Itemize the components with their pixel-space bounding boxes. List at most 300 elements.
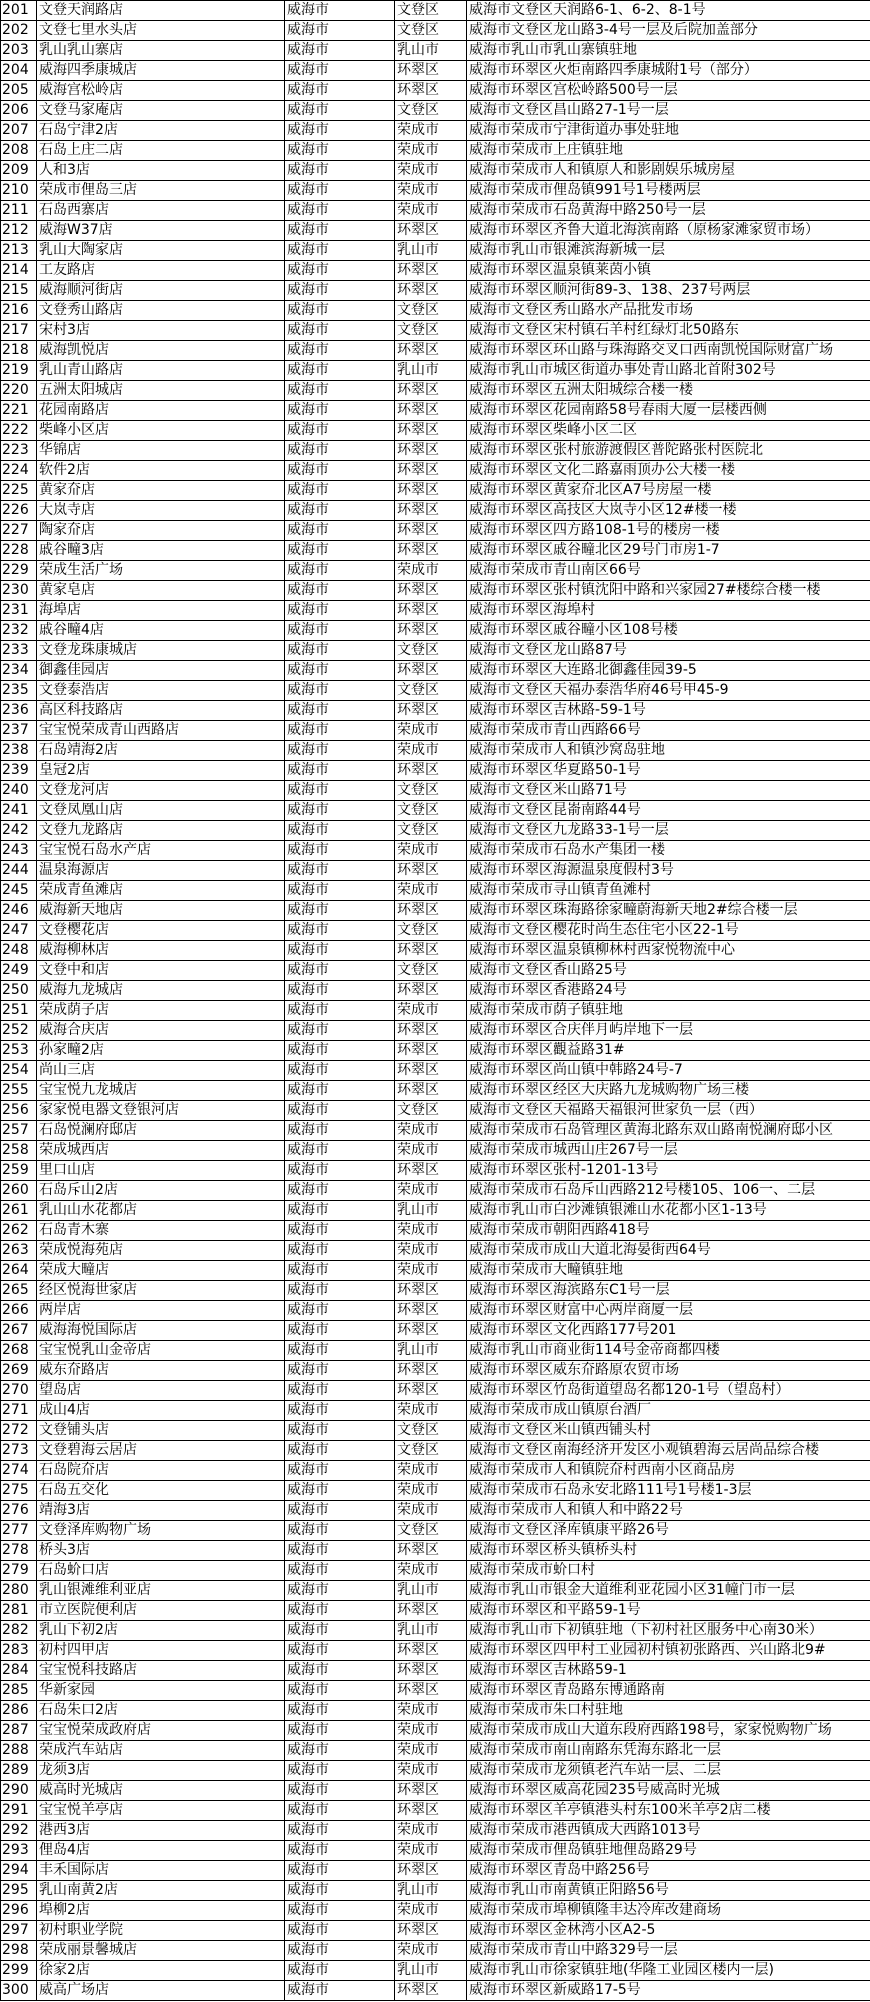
address-cell: 威海市环翠区大连路北御鑫佳园39-5: [467, 661, 870, 681]
district-cell: 乳山市: [395, 1881, 467, 1901]
store-name-cell: 石岛上庄二店: [37, 141, 285, 161]
store-name-cell: 初村四甲店: [37, 1641, 285, 1661]
store-name-cell: 乳山大陶家店: [37, 241, 285, 261]
city-cell: 威海市: [285, 341, 395, 361]
district-cell: 荣成市: [395, 201, 467, 221]
address-cell: 威海市荣成市人和镇院夼村西南小区商品房: [467, 1461, 870, 1481]
district-cell: 环翠区: [395, 761, 467, 781]
store-name-cell: 石岛院夼店: [37, 1461, 285, 1481]
store-number-cell: 238: [1, 741, 37, 761]
store-number-cell: 261: [1, 1201, 37, 1221]
address-cell: 威海市乳山市商业街114号金帝商都四楼: [467, 1341, 870, 1361]
city-cell: 威海市: [285, 781, 395, 801]
table-row: [1, 681, 870, 701]
table-row: [1, 1801, 870, 1821]
city-cell: 威海市: [285, 1381, 395, 1401]
district-cell: 环翠区: [395, 1021, 467, 1041]
store-name-cell: 乳山青山路店: [37, 361, 285, 381]
city-cell: 威海市: [285, 961, 395, 981]
city-cell: 威海市: [285, 541, 395, 561]
store-number-cell: 211: [1, 201, 37, 221]
district-cell: 荣成市: [395, 561, 467, 581]
address-cell: 威海市环翠区海埠村: [467, 601, 870, 621]
store-number-cell: 263: [1, 1241, 37, 1261]
table-row: [1, 81, 870, 101]
store-number-cell: 278: [1, 1541, 37, 1561]
store-number-cell: 249: [1, 961, 37, 981]
table-row: [1, 1521, 870, 1541]
city-cell: 威海市: [285, 641, 395, 661]
city-cell: 威海市: [285, 141, 395, 161]
store-number-cell: 273: [1, 1441, 37, 1461]
district-cell: 环翠区: [395, 521, 467, 541]
district-cell: 环翠区: [395, 1081, 467, 1101]
district-cell: 乳山市: [395, 1621, 467, 1641]
district-cell: 文登区: [395, 21, 467, 41]
city-cell: 威海市: [285, 1301, 395, 1321]
address-cell: 威海市环翠区高技区大岚寺小区12#楼一楼: [467, 501, 870, 521]
table-row: [1, 241, 870, 261]
district-cell: 荣成市: [395, 841, 467, 861]
city-cell: 威海市: [285, 801, 395, 821]
district-cell: 环翠区: [395, 541, 467, 561]
store-number-cell: 286: [1, 1701, 37, 1721]
table-row: [1, 961, 870, 981]
address-cell: 威海市环翠区顺河街89-3、138、237号两层: [467, 281, 870, 301]
store-name-cell: 尚山三店: [37, 1061, 285, 1081]
table-row: [1, 1341, 870, 1361]
store-number-cell: 209: [1, 161, 37, 181]
city-cell: 威海市: [285, 1261, 395, 1281]
store-name-cell: 威海合庆店: [37, 1021, 285, 1041]
store-number-cell: 214: [1, 261, 37, 281]
table-row: [1, 941, 870, 961]
city-cell: 威海市: [285, 1001, 395, 1021]
address-cell: 威海市环翠区五洲太阳城综合楼一楼: [467, 381, 870, 401]
district-cell: 荣成市: [395, 161, 467, 181]
address-cell: 威海市环翠区金林湾小区A2-5: [467, 1921, 870, 1941]
district-cell: 环翠区: [395, 1041, 467, 1061]
store-number-cell: 281: [1, 1601, 37, 1621]
table-row: [1, 601, 870, 621]
district-cell: 环翠区: [395, 421, 467, 441]
table-row: [1, 161, 870, 181]
district-cell: 环翠区: [395, 1661, 467, 1681]
store-name-cell: 丰禾国际店: [37, 1861, 285, 1881]
store-number-cell: 246: [1, 901, 37, 921]
city-cell: 威海市: [285, 861, 395, 881]
address-cell: 威海市荣成市宁津街道办事处驻地: [467, 121, 870, 141]
table-row: [1, 1041, 870, 1061]
district-cell: 乳山市: [395, 1201, 467, 1221]
district-cell: 荣成市: [395, 1261, 467, 1281]
district-cell: 环翠区: [395, 481, 467, 501]
table-row: [1, 1101, 870, 1121]
city-cell: 威海市: [285, 1641, 395, 1661]
city-cell: 威海市: [285, 1841, 395, 1861]
district-cell: 文登区: [395, 1421, 467, 1441]
city-cell: 威海市: [285, 721, 395, 741]
store-name-cell: 戚谷疃4店: [37, 621, 285, 641]
store-number-cell: 290: [1, 1781, 37, 1801]
district-cell: 环翠区: [395, 1301, 467, 1321]
city-cell: 威海市: [285, 281, 395, 301]
store-number-cell: 255: [1, 1081, 37, 1101]
store-name-cell: 石岛宁津2店: [37, 121, 285, 141]
store-number-cell: 215: [1, 281, 37, 301]
city-cell: 威海市: [285, 1121, 395, 1141]
address-cell: 威海市荣成市石岛永安北路111号1号楼1-3层: [467, 1481, 870, 1501]
table-row: [1, 1741, 870, 1761]
store-name-cell: 威海柳林店: [37, 941, 285, 961]
table-row: [1, 261, 870, 281]
city-cell: 威海市: [285, 321, 395, 341]
address-cell: 威海市荣成市石岛管理区黄海北路东双山路南悦澜府邸小区: [467, 1121, 870, 1141]
address-cell: 威海市环翠区桥头镇桥头村: [467, 1541, 870, 1561]
store-name-cell: 石岛靖海2店: [37, 741, 285, 761]
table-row: [1, 841, 870, 861]
store-name-cell: 徐家2店: [37, 1961, 285, 1981]
table-row: [1, 141, 870, 161]
district-cell: 荣成市: [395, 1121, 467, 1141]
table-row: [1, 821, 870, 841]
district-cell: 环翠区: [395, 981, 467, 1001]
store-name-cell: 石岛五交化: [37, 1481, 285, 1501]
store-number-cell: 276: [1, 1501, 37, 1521]
store-name-cell: 戚谷疃3店: [37, 541, 285, 561]
district-cell: 乳山市: [395, 1341, 467, 1361]
store-name-cell: 威高时光城店: [37, 1781, 285, 1801]
table-row: [1, 561, 870, 581]
table-row: [1, 1481, 870, 1501]
store-number-cell: 239: [1, 761, 37, 781]
district-cell: 环翠区: [395, 1641, 467, 1661]
district-cell: 环翠区: [395, 261, 467, 281]
store-name-cell: 威海九龙城店: [37, 981, 285, 1001]
table-row: [1, 761, 870, 781]
address-cell: 威海市荣成市寻山镇青鱼滩村: [467, 881, 870, 901]
store-number-cell: 217: [1, 321, 37, 341]
address-cell: 威海市荣成市蚧口村: [467, 1561, 870, 1581]
store-number-cell: 236: [1, 701, 37, 721]
table-row: [1, 1861, 870, 1881]
city-cell: 威海市: [285, 1961, 395, 1981]
district-cell: 荣成市: [395, 141, 467, 161]
table-row: [1, 1301, 870, 1321]
address-cell: 威海市环翠区吉林路-59-1号: [467, 701, 870, 721]
store-name-cell: 宝宝悦石岛水产店: [37, 841, 285, 861]
district-cell: 环翠区: [395, 1801, 467, 1821]
address-cell: 威海市乳山市白沙滩镇银滩山水花都小区1-13号: [467, 1201, 870, 1221]
address-cell: 威海市文登区宋村镇石羊村红绿灯北50路东: [467, 321, 870, 341]
city-cell: 威海市: [285, 1701, 395, 1721]
city-cell: 威海市: [285, 41, 395, 61]
table-row: [1, 1621, 870, 1641]
district-cell: 乳山市: [395, 241, 467, 261]
address-cell: 威海市环翠区海滨路东C1号一层: [467, 1281, 870, 1301]
store-number-cell: 224: [1, 461, 37, 481]
store-name-cell: 宝宝悦羊亭店: [37, 1801, 285, 1821]
table-row: [1, 1061, 870, 1081]
store-name-cell: 初村职业学院: [37, 1921, 285, 1941]
table-row: [1, 1661, 870, 1681]
city-cell: 威海市: [285, 1141, 395, 1161]
district-cell: 荣成市: [395, 1841, 467, 1861]
address-cell: 威海市环翠区宫松岭路500号一层: [467, 81, 870, 101]
store-name-cell: 两岸店: [37, 1301, 285, 1321]
district-cell: 荣成市: [395, 1941, 467, 1961]
store-name-cell: 花园南路店: [37, 401, 285, 421]
address-cell: 威海市环翠区和平路59-1号: [467, 1601, 870, 1621]
store-name-cell: 荣成丽景馨城店: [37, 1941, 285, 1961]
store-number-cell: 254: [1, 1061, 37, 1081]
table-row: [1, 1601, 870, 1621]
city-cell: 威海市: [285, 1921, 395, 1941]
table-row: [1, 1381, 870, 1401]
store-name-cell: 海埠店: [37, 601, 285, 621]
address-cell: 威海市荣成市俚岛镇991号1号楼两层: [467, 181, 870, 201]
district-cell: 荣成市: [395, 1821, 467, 1841]
address-cell: 威海市乳山市南黄镇正阳路56号: [467, 1881, 870, 1901]
store-name-cell: 荣成生活广场: [37, 561, 285, 581]
store-number-cell: 235: [1, 681, 37, 701]
table-row: [1, 621, 870, 641]
store-number-cell: 221: [1, 401, 37, 421]
store-number-cell: 205: [1, 81, 37, 101]
store-number-cell: 272: [1, 1421, 37, 1441]
store-name-cell: 乳山南黄2店: [37, 1881, 285, 1901]
address-cell: 威海市乳山市银金大道维利亚花园小区31幢门市一层: [467, 1581, 870, 1601]
store-name-cell: 荣成青鱼滩店: [37, 881, 285, 901]
table-row: [1, 341, 870, 361]
city-cell: 威海市: [285, 881, 395, 901]
store-number-cell: 226: [1, 501, 37, 521]
address-cell: 威海市环翠区四方路108-1号的楼房一楼: [467, 521, 870, 541]
store-name-cell: 温泉海源店: [37, 861, 285, 881]
store-number-cell: 289: [1, 1761, 37, 1781]
city-cell: 威海市: [285, 521, 395, 541]
district-cell: 环翠区: [395, 1361, 467, 1381]
address-cell: 威海市荣成市俚岛镇驻地俚岛路29号: [467, 1841, 870, 1861]
store-name-cell: 威东夼路店: [37, 1361, 285, 1381]
city-cell: 威海市: [285, 601, 395, 621]
table-row: [1, 1921, 870, 1941]
address-cell: 威海市环翠区威高花园235号威高时光城: [467, 1781, 870, 1801]
table-row: [1, 641, 870, 661]
city-cell: 威海市: [285, 561, 395, 581]
store-name-cell: 乳山乳山寨店: [37, 41, 285, 61]
store-number-cell: 260: [1, 1181, 37, 1201]
address-cell: 威海市文登区天福办泰浩华府46号甲45-9: [467, 681, 870, 701]
address-cell: 威海市文登区泽库镇康平路26号: [467, 1521, 870, 1541]
district-cell: 环翠区: [395, 461, 467, 481]
city-cell: 威海市: [285, 1881, 395, 1901]
store-number-cell: 202: [1, 21, 37, 41]
table-row: [1, 101, 870, 121]
district-cell: 文登区: [395, 681, 467, 701]
table-row: [1, 1441, 870, 1461]
table-row: [1, 421, 870, 441]
address-cell: 威海市荣成市朝阳西路418号: [467, 1221, 870, 1241]
district-cell: 荣成市: [395, 1241, 467, 1261]
table-row: [1, 781, 870, 801]
store-name-cell: 宝宝悦荣成青山西路店: [37, 721, 285, 741]
address-cell: 威海市荣成市人和镇原人和影剧娱乐城房屋: [467, 161, 870, 181]
district-cell: 文登区: [395, 801, 467, 821]
city-cell: 威海市: [285, 1821, 395, 1841]
city-cell: 威海市: [285, 1561, 395, 1581]
table-row: [1, 501, 870, 521]
store-number-cell: 216: [1, 301, 37, 321]
store-name-cell: 文登九龙路店: [37, 821, 285, 841]
district-cell: 乳山市: [395, 361, 467, 381]
address-cell: 威海市荣成市青山西路66号: [467, 721, 870, 741]
address-cell: 威海市荣成市埠柳镇隆丰达冷库改建商场: [467, 1901, 870, 1921]
district-cell: 文登区: [395, 921, 467, 941]
table-row: [1, 1701, 870, 1721]
district-cell: 文登区: [395, 1101, 467, 1121]
table-row: [1, 381, 870, 401]
store-number-cell: 231: [1, 601, 37, 621]
store-name-cell: 陶家夼店: [37, 521, 285, 541]
store-number-cell: 268: [1, 1341, 37, 1361]
store-name-cell: 荣成城西店: [37, 1141, 285, 1161]
table-row: [1, 1501, 870, 1521]
address-cell: 威海市荣成市青山中路329号一层: [467, 1941, 870, 1961]
address-cell: 威海市乳山市乳山寨镇驻地: [467, 41, 870, 61]
city-cell: 威海市: [285, 1041, 395, 1061]
city-cell: 威海市: [285, 821, 395, 841]
district-cell: 环翠区: [395, 501, 467, 521]
address-cell: 威海市环翠区柴峰小区二区: [467, 421, 870, 441]
table-row: [1, 1881, 870, 1901]
store-name-cell: 华新家园: [37, 1681, 285, 1701]
district-cell: 文登区: [395, 781, 467, 801]
store-number-cell: 212: [1, 221, 37, 241]
store-number-cell: 227: [1, 521, 37, 541]
store-number-cell: 275: [1, 1481, 37, 1501]
address-cell: 威海市环翠区张村-1201-13号: [467, 1161, 870, 1181]
address-cell: 威海市荣成市成山镇原台酒厂: [467, 1401, 870, 1421]
district-cell: 环翠区: [395, 701, 467, 721]
store-number-cell: 218: [1, 341, 37, 361]
store-number-cell: 258: [1, 1141, 37, 1161]
city-cell: 威海市: [285, 1521, 395, 1541]
district-cell: 环翠区: [395, 221, 467, 241]
store-name-cell: 石岛斥山2店: [37, 1181, 285, 1201]
store-name-cell: 俚岛4店: [37, 1841, 285, 1861]
city-cell: 威海市: [285, 241, 395, 261]
district-cell: 荣成市: [395, 1901, 467, 1921]
store-number-cell: 229: [1, 561, 37, 581]
address-cell: 威海市环翠区尚山镇中韩路24号-7: [467, 1061, 870, 1081]
city-cell: 威海市: [285, 1321, 395, 1341]
store-name-cell: 宝宝悦乳山金帝店: [37, 1341, 285, 1361]
store-number-cell: 294: [1, 1861, 37, 1881]
table-row: [1, 361, 870, 381]
address-cell: 威海市荣成市成山大道东段府西路198号，家家悦购物广场: [467, 1721, 870, 1741]
district-cell: 荣成市: [395, 1741, 467, 1761]
store-name-cell: 乳山山水花都店: [37, 1201, 285, 1221]
store-name-cell: 埠柳2店: [37, 1901, 285, 1921]
store-number-cell: 257: [1, 1121, 37, 1141]
district-cell: 文登区: [395, 321, 467, 341]
store-number-cell: 232: [1, 621, 37, 641]
address-cell: 威海市荣成市港西镇成大西路1013号: [467, 1821, 870, 1841]
table-row: [1, 1461, 870, 1481]
table-row: [1, 1001, 870, 1021]
city-cell: 威海市: [285, 1621, 395, 1641]
city-cell: 威海市: [285, 1221, 395, 1241]
store-number-cell: 203: [1, 41, 37, 61]
address-cell: 威海市荣成市石岛黄海中路250号一层: [467, 201, 870, 221]
store-name-cell: 黄家皂店: [37, 581, 285, 601]
city-cell: 威海市: [285, 921, 395, 941]
store-name-cell: 皇冠2店: [37, 761, 285, 781]
store-name-cell: 威高广场店: [37, 1981, 285, 2001]
table-row: [1, 1761, 870, 1781]
address-cell: 威海市环翠区合庆伴月屿岸地下一层: [467, 1021, 870, 1041]
city-cell: 威海市: [285, 401, 395, 421]
district-cell: 环翠区: [395, 281, 467, 301]
district-cell: 文登区: [395, 961, 467, 981]
store-name-cell: 宝宝悦科技路店: [37, 1661, 285, 1681]
address-cell: 威海市环翠区吉林路59-1: [467, 1661, 870, 1681]
store-name-cell: 荣成市俚岛三店: [37, 181, 285, 201]
store-name-cell: 荣成大疃店: [37, 1261, 285, 1281]
store-number-cell: 228: [1, 541, 37, 561]
address-cell: 威海市环翠区珠海路徐家疃蔚海新天地2#综合楼一层: [467, 901, 870, 921]
store-name-cell: 软件2店: [37, 461, 285, 481]
store-number-cell: 256: [1, 1101, 37, 1121]
city-cell: 威海市: [285, 1081, 395, 1101]
city-cell: 威海市: [285, 441, 395, 461]
district-cell: 荣成市: [395, 1461, 467, 1481]
table-row: [1, 181, 870, 201]
store-name-cell: 荣成悦海苑店: [37, 1241, 285, 1261]
address-cell: 威海市环翠区四甲村工业园初村镇初张路西、兴山路北9#: [467, 1641, 870, 1661]
city-cell: 威海市: [285, 361, 395, 381]
district-cell: 环翠区: [395, 621, 467, 641]
store-name-cell: 五洲太阳城店: [37, 381, 285, 401]
city-cell: 威海市: [285, 21, 395, 41]
store-number-cell: 201: [1, 1, 37, 21]
address-cell: 威海市乳山市下初镇驻地（下初村社区服务中心南30米）: [467, 1621, 870, 1641]
store-number-cell: 230: [1, 581, 37, 601]
store-number-cell: 298: [1, 1941, 37, 1961]
city-cell: 威海市: [285, 1541, 395, 1561]
store-name-cell: 经区悦海世家店: [37, 1281, 285, 1301]
address-cell: 威海市荣成市人和镇人和中路22号: [467, 1501, 870, 1521]
store-number-cell: 266: [1, 1301, 37, 1321]
table-row: [1, 461, 870, 481]
district-cell: 文登区: [395, 821, 467, 841]
store-number-cell: 219: [1, 361, 37, 381]
store-name-cell: 望岛店: [37, 1381, 285, 1401]
address-cell: 威海市环翠区经区大庆路九龙城购物广场三楼: [467, 1081, 870, 1101]
store-number-cell: 292: [1, 1821, 37, 1841]
store-name-cell: 成山4店: [37, 1401, 285, 1421]
address-cell: 威海市环翠区戚谷疃小区108号楼: [467, 621, 870, 641]
store-name-cell: 石岛蚧口店: [37, 1561, 285, 1581]
district-cell: 环翠区: [395, 1781, 467, 1801]
store-name-cell: 御鑫佳园店: [37, 661, 285, 681]
store-name-cell: 文登凤凰山店: [37, 801, 285, 821]
table-row: [1, 701, 870, 721]
store-number-cell: 269: [1, 1361, 37, 1381]
city-cell: 威海市: [285, 1981, 395, 2001]
store-name-cell: 宝宝悦荣成政府店: [37, 1721, 285, 1741]
